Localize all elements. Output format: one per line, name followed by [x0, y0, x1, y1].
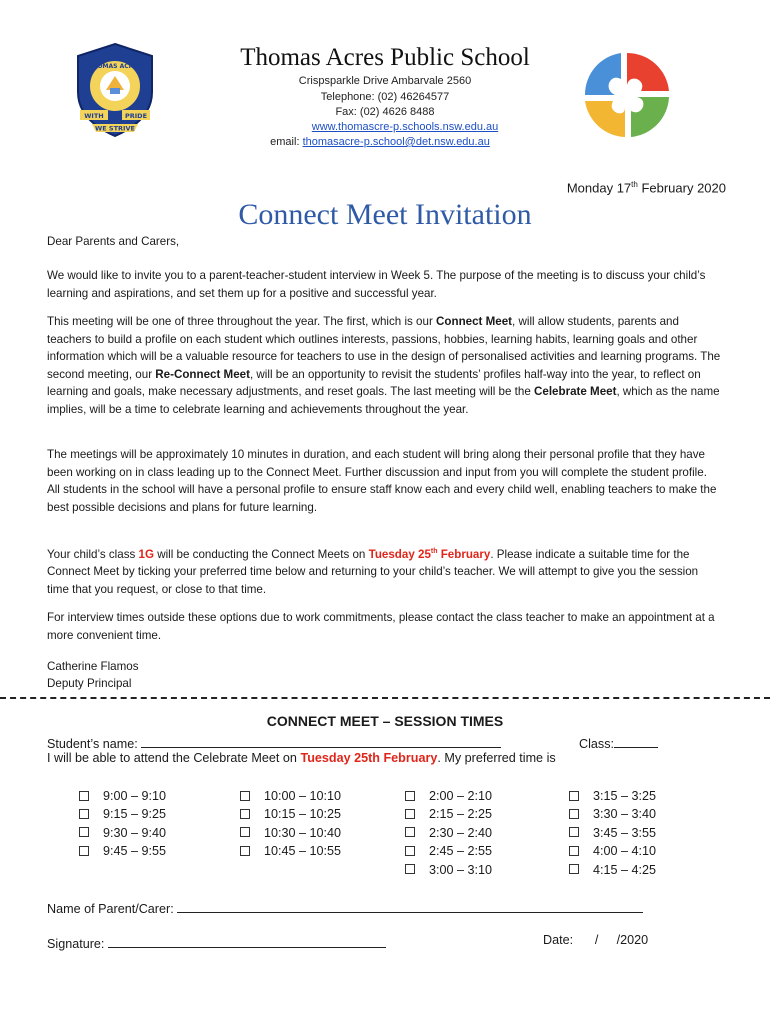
class-row — [579, 733, 658, 751]
checkbox[interactable] — [405, 809, 415, 819]
time-slot[interactable]: 3:00 – 3:10 — [405, 861, 492, 879]
time-slot[interactable]: 9:00 – 9:10 — [79, 787, 166, 805]
paragraph-4: Your child’s class 1G will be conducting the Connect Meets on Tuesday 25th February. Please indicate a suitable time for the Connect Meet by ticking your preferred time below and returning to your child’s teacher. We will attempt to give you the session time that you request, or close to that time. — [47, 547, 699, 597]
cut-line-divider — [0, 697, 770, 699]
crest-motto-2: PRIDE — [124, 112, 148, 120]
checkbox[interactable] — [79, 791, 89, 801]
signature-field[interactable] — [108, 933, 386, 948]
school-website-row — [0, 120, 770, 135]
crest-text-top: THOMAS ACRES — [88, 63, 142, 70]
time-slot[interactable]: 10:00 – 10:10 — [240, 787, 341, 805]
time-slot[interactable]: 2:45 – 2:55 — [405, 842, 492, 860]
time-slot[interactable]: 4:15 – 4:25 — [569, 861, 656, 879]
crest-motto-3: WE STRIVE — [95, 124, 135, 133]
student-name-label: Student’s name: — [47, 737, 142, 751]
checkbox[interactable] — [240, 791, 250, 801]
checkbox[interactable] — [240, 809, 250, 819]
time-slot[interactable]: 4:00 – 4:10 — [569, 842, 656, 860]
signoff-role: Deputy Principal — [47, 677, 132, 690]
slot-column-1 — [79, 787, 166, 861]
checkbox[interactable] — [79, 809, 89, 819]
checkbox[interactable] — [569, 827, 579, 837]
slot-column-2 — [240, 787, 341, 861]
crest-motto-1: WITH — [84, 112, 104, 120]
paragraph-3: The meetings will be approximately 10 minutes in duration, and each student will bring along their personal profile that they have been working on in class leading up to the Connect Meet. Further discussion and input from you will complete the student profile. All students in the school will have a personal profile to ensure staff know each and every child well, enabling teachers to make the best possible decisions and plans for future learning. — [47, 448, 717, 514]
time-slot[interactable]: 10:15 – 10:25 — [240, 805, 341, 823]
checkbox[interactable] — [405, 791, 415, 801]
time-slot[interactable]: 2:15 – 2:25 — [405, 805, 492, 823]
class-field[interactable] — [614, 733, 658, 748]
slot-column-3 — [405, 787, 492, 879]
time-slot[interactable]: 3:45 – 3:55 — [569, 824, 656, 842]
parent-name-field[interactable] — [177, 898, 643, 913]
time-slot[interactable]: 10:45 – 10:55 — [240, 842, 341, 860]
paragraph-2: This meeting will be one of three throughout the year. The first, which is our Connect Meet, will allow students, parents and teachers to build a profile on each student which outlines interests, passions, hobbies, learning habits, learning goals and other information which will be a valuable resource for teachers to use in the design of personalised activities and learning programs. The second meeting, our Re-Connect Meet, will be an opportunity to revisit the students’ profiles half-way into the year, to reflect on learning and goals, make necessary adjustments, and reset goals. The last meeting will be the Celebrate Meet, which as the name implies, will be a time to celebrate learning and achievements throughout the year. — [47, 315, 721, 416]
time-slot[interactable]: 9:45 – 9:55 — [79, 842, 166, 860]
time-slot[interactable]: 9:30 – 9:40 — [79, 824, 166, 842]
checkbox[interactable] — [405, 827, 415, 837]
signature-label: Signature: — [47, 937, 108, 951]
school-address: Crispsparkle Drive Ambarvale 2560 — [298, 75, 472, 87]
checkbox[interactable] — [569, 791, 579, 801]
school-name: Thomas Acres Public School — [240, 44, 530, 71]
letter-title: Connect Meet Invitation — [238, 198, 532, 231]
student-name-field[interactable] — [141, 733, 501, 748]
parent-name-label: Name of Parent/Carer: — [47, 902, 178, 916]
checkbox[interactable] — [240, 846, 250, 856]
time-slot[interactable]: 3:30 – 3:40 — [569, 805, 656, 823]
signature-row — [47, 933, 386, 951]
time-slot[interactable]: 2:00 – 2:10 — [405, 787, 492, 805]
checkbox[interactable] — [569, 809, 579, 819]
time-slot[interactable]: 9:15 – 9:25 — [79, 805, 166, 823]
checkbox[interactable] — [405, 864, 415, 874]
signoff-name: Catherine Flamos — [47, 660, 139, 673]
letter-date: Monday 17th February 2020 — [566, 180, 726, 196]
parent-name-row — [47, 898, 643, 916]
checkbox[interactable] — [79, 846, 89, 856]
checkbox[interactable] — [569, 846, 579, 856]
school-website-link[interactable]: www.thomascre-p.schools.nsw.edu.au — [311, 121, 499, 133]
form-title: CONNECT MEET – SESSION TIMES — [266, 713, 504, 729]
checkbox[interactable] — [405, 846, 415, 856]
time-slot[interactable]: 3:15 – 3:25 — [569, 787, 656, 805]
slot-column-4 — [569, 787, 656, 879]
date-label: Date: — [543, 933, 574, 947]
paragraph-5: For interview times outside these options due to work commitments, please contact the class teacher to make an appointment at a more convenient time. — [47, 611, 715, 642]
paragraph-1: We would like to invite you to a parent-teacher-student interview in Week 5. The purpose of the meeting is to discuss your child’s learning and aspirations, and set them up for a positive and successful year. — [47, 269, 706, 300]
date-row — [543, 933, 648, 947]
date-slash: / — [594, 933, 599, 947]
school-email-row — [0, 135, 770, 150]
date-year: /2020 — [616, 933, 649, 947]
class-label: Class: — [579, 737, 614, 751]
student-name-row — [47, 733, 501, 751]
email-label: email: — [270, 136, 303, 148]
time-slot[interactable]: 2:30 – 2:40 — [405, 824, 492, 842]
salutation: Dear Parents and Carers, — [47, 235, 180, 248]
school-email-link[interactable]: thomasacre-p.school@det.nsw.edu.au — [302, 136, 490, 148]
checkbox[interactable] — [79, 827, 89, 837]
time-slot[interactable]: 10:30 – 10:40 — [240, 824, 341, 842]
checkbox[interactable] — [240, 827, 250, 837]
attend-statement: I will be able to attend the Celebrate Meet on Tuesday 25th February. My preferred time is — [47, 751, 556, 765]
checkbox[interactable] — [569, 864, 579, 874]
school-fax: Fax: (02) 4626 8488 — [335, 106, 435, 118]
school-telephone: Telephone: (02) 46264577 — [320, 91, 450, 103]
